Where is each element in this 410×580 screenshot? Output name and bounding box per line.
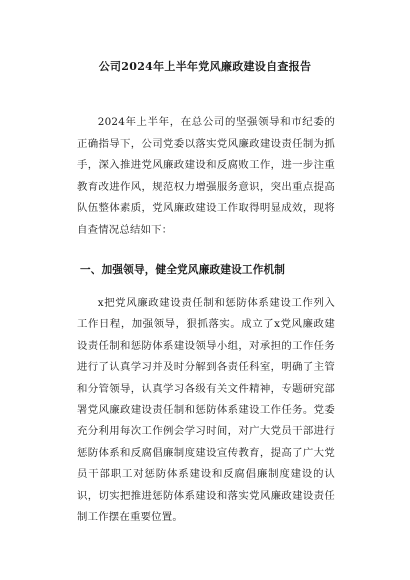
intro-paragraph: 2024年上半年，在总公司的坚强领导和市纪委的正确指导下，公司党委以落实党风廉政建设责任制为抓手，深入推进党风廉政建设和反腐败工作，进一步注重教育改进作风，规范权力增强服务意识，突出重点提高队伍整体素质，党风廉政建设工作取得明显成效，现将自查情况总结如下：	[77, 116, 335, 236]
section-heading-1: 一、加强领导，健全党风廉政建设工作机制	[80, 264, 286, 276]
document-title: 公司2024年上半年党风廉政建设自查报告	[98, 60, 312, 73]
section-1-paragraph: x把党风廉政建设责任制和惩防体系建设工作列入工作日程，加强领导，狠抓落实。成立了x党风廉政建设责任制和惩防体系建设领导小组，对承担的工作任务进行了认真学习并及时分解到各责任科室，明确了主管和分管领导，认真学习各级有关文件精神，专题研究部署党风廉政建设责任制和惩防体系建设工作任务。党委充分利用每次工作例会学习时间，对广大党员干部进行惩防体系和反腐倡廉制度建设宣传教育，提高了广大党员干部职工对惩防体系建设和反腐倡廉制度建设的认识，切实把推进惩防体系建设和落实党风廉政建设责任制工作摆在重要位置。	[77, 297, 335, 524]
